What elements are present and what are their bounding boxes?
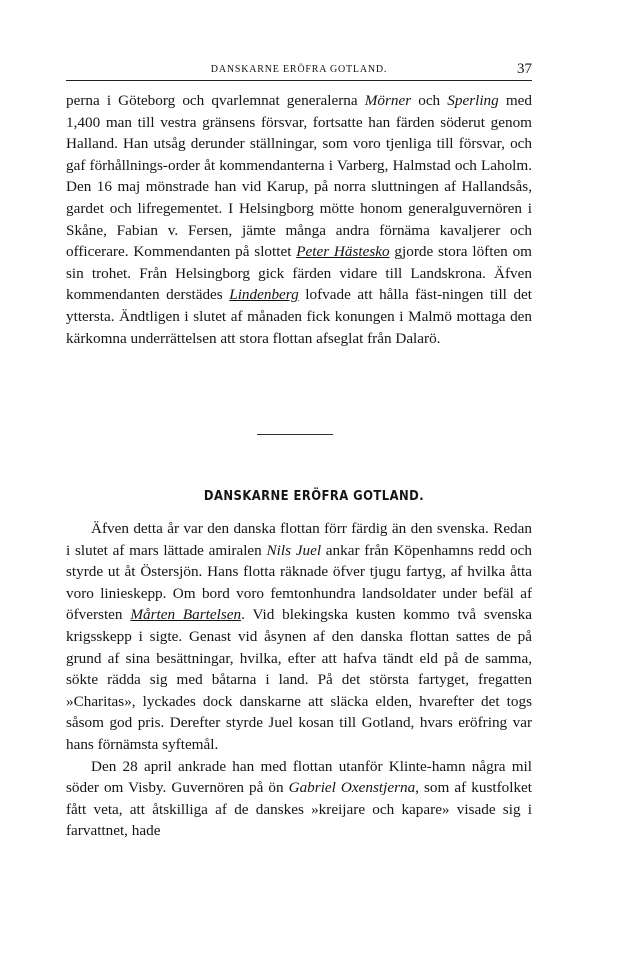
- text-run: . Vid blekingska kusten kommo två svenska krigsskepp i sigte. Genast vid åsynen af den danska flottan sattes de på grund af sina besättningar, hvilka, efter att hafva tändt eld på de samma, sökte rädda sig med båtarna i land. På det största fartyget, fregatten »Charitas», lyckades dock danskarne att släcka elden, hvarefter det togs såsom god pris. Derefter styrde Juel kosan till Gotland, hvars eröfring var hans förnämsta syftemål.: [66, 606, 533, 753]
- paragraph-1: [66, 90, 532, 349]
- person-name: Mårten Bartelsen: [130, 606, 242, 624]
- paragraph-2-3: [66, 518, 532, 842]
- page-number: 37: [517, 61, 532, 77]
- text-run: perna i Göteborg och qvarlemnat generalerna: [66, 92, 365, 109]
- person-name: Peter Hästesko: [296, 243, 390, 261]
- person-name: Mörner: [364, 92, 412, 109]
- text-run: lofvade att hålla fäst-ningen till det yttersta. Ändtligen i slutet af månaden fick konungen i Malmö mottaga den kärkomna underrättelsen att stora flottan afseglat från Dalarö.: [66, 286, 533, 347]
- person-name: Nils Juel: [266, 541, 322, 559]
- text-run: ankar från Köpenhamns redd och styrde ut åt Östersjön. Hans flotta räknade öfver tjugu fartyg, af hvilka åtta voro linieskepp. Om bord voro femtonhundra landsoldater under befäl af öfversten: [66, 541, 533, 624]
- person-name: Lindenberg: [229, 286, 299, 304]
- text-run: och: [411, 92, 448, 109]
- running-head: DANSKARNE ERÖFRA GOTLAND.: [210, 64, 388, 75]
- text-run: Äfven detta år var den danska flottan förr färdig än den svenska. Redan i slutet af mars lättade amiralen: [66, 520, 532, 559]
- person-name: Gabriel Oxenstjerna: [288, 779, 416, 797]
- section-heading: DANSKARNE ERÖFRA GOTLAND.: [203, 488, 425, 504]
- text-run: med 1,400 man till vestra gränsens försvar, fortsatte han färden söderut genom Halland. Han utsåg derunder ställningar, som voro tjenliga till försvar, och gaf förhållnings-order åt kommendanterna i Varberg, Halmstad och Laholm. Den 16 maj mönstrade han vid Karup, på norra sluttningen af Hallandsås, gardet och lifregementet. I Helsingborg mötte honom generalguvernören i Skåne, Fabian v. Fersen, jämte många andra förnäma kavaljerer och officerare. Kommendanten på slottet: [66, 92, 532, 261]
- text-run: , som af kustfolket fått veta, att åtskilliga af de danskes »kreijare och kapare» visade sig i farvattnet, hade: [66, 779, 533, 840]
- person-name: Sperling: [447, 92, 499, 109]
- text-run: Den 28 april ankrade han med flottan utanför Klinte-hamn några mil söder om Visby. Guvernören på ön: [66, 757, 532, 797]
- text-run: gjorde stora löften om sin trohet. Från Helsingborg gick färden vidare till Landskrona. Äfven kommendanten derstädes: [66, 243, 532, 304]
- section-divider: [257, 434, 333, 435]
- page-header: [66, 61, 532, 81]
